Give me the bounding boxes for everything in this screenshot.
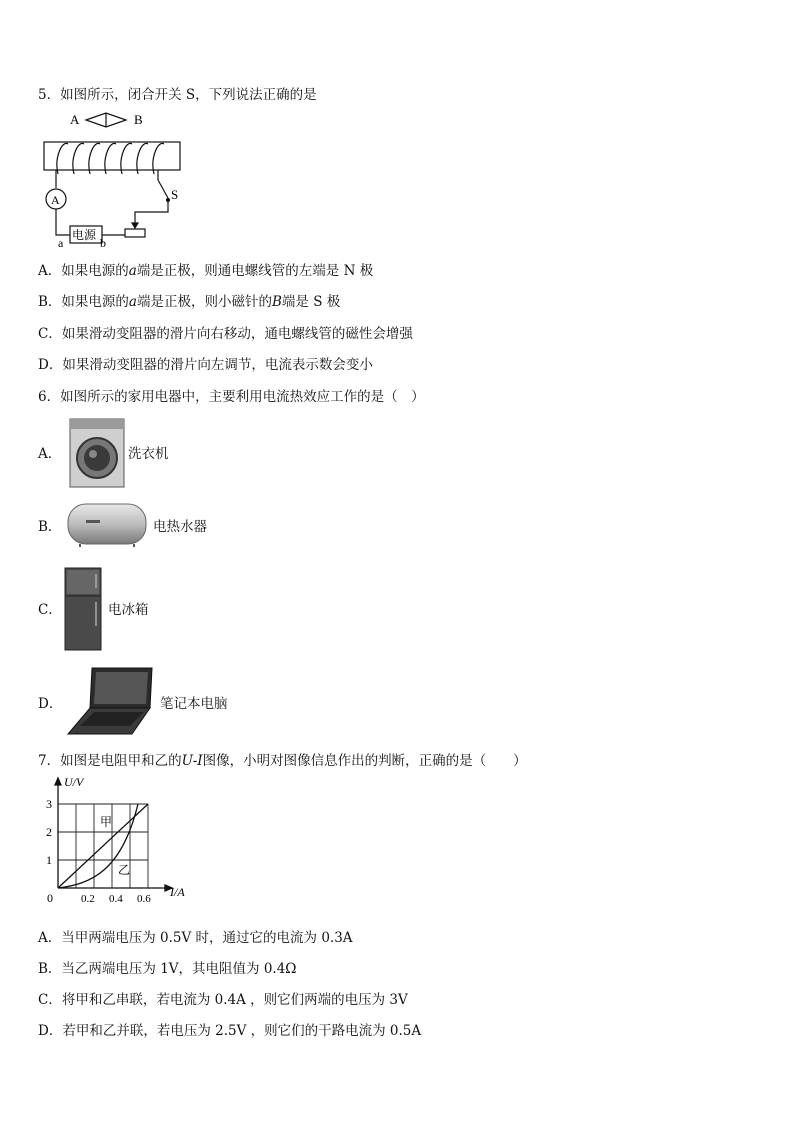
laptop-image <box>66 666 156 736</box>
power-label: 电源 <box>72 228 97 242</box>
solenoid <box>44 142 180 170</box>
q7-option-c: C．将甲和乙串联，若电流为 0.4A ，则它们两端的电压为 3V <box>38 992 408 1008</box>
q6-option-b-label: 电热水器 <box>153 519 207 535</box>
label-b: b <box>100 236 106 250</box>
origin-label: 0 <box>47 891 53 905</box>
refrigerator-image <box>63 566 103 652</box>
x-axis-label: I/A <box>170 885 185 899</box>
q7-option-d: D．若甲和乙并联，若电压为 2.5V ，则它们的干路电流为 0.5A <box>38 1023 422 1039</box>
curve-jia-label: 甲 <box>100 815 113 829</box>
ammeter-label: A <box>51 193 60 207</box>
x-tick-0.6: 0.6 <box>137 893 151 905</box>
washing-machine-image <box>69 418 125 488</box>
q6-option-d-label: 笔记本电脑 <box>160 696 228 712</box>
q7-option-b: B．当乙两端电压为 1V，其电阻值为 0.4Ω <box>38 961 297 977</box>
label-B: B <box>134 112 143 127</box>
q5-option-a: A．如果电源的a端是正极，则通电螺线管的左端是 N 极 <box>38 263 374 279</box>
q6-option-a-label: 洗衣机 <box>128 446 169 462</box>
y-tick-1: 1 <box>46 853 52 867</box>
q6-option-d-letter: D． <box>38 696 63 712</box>
q7-option-a: A．当甲两端电压为 0.5V 时，通过它的电流为 0.3A <box>38 930 353 946</box>
x-tick-0.2: 0.2 <box>81 893 95 905</box>
rheostat <box>125 229 145 237</box>
label-S: S <box>171 187 179 202</box>
q7-stem: 7．如图是电阻甲和乙的U-I图像，小明对图像信息作出的判断，正确的是（ ） <box>38 753 527 769</box>
q5-option-b: B．如果电源的a端是正极，则小磁针的B端是 S 极 <box>38 294 341 310</box>
q7-ui-graph <box>42 772 202 906</box>
q5-stem: 5．如图所示，闭合开关 S，下列说法正确的是 <box>38 87 317 103</box>
q6-stem: 6．如图所示的家用电器中，主要利用电流热效应工作的是（ ） <box>38 389 425 405</box>
q5-option-c: C．如果滑动变阻器的滑片向右移动，通电螺线管的磁性会增强 <box>38 326 413 342</box>
label-A: A <box>70 112 80 127</box>
q6-option-c-letter: C． <box>38 602 62 618</box>
switch-blade <box>158 180 168 198</box>
water-heater-image <box>66 502 148 548</box>
q5-option-d: D．如果滑动变阻器的滑片向左调节，电流表示数会变小 <box>38 357 373 373</box>
q6-option-c-label: 电冰箱 <box>108 602 149 618</box>
y-tick-3: 3 <box>46 797 52 811</box>
y-tick-2: 2 <box>46 825 52 839</box>
curve-yi-label: 乙 <box>118 863 131 877</box>
q6-option-a-letter: A． <box>38 446 62 462</box>
q5-circuit-figure <box>40 110 190 250</box>
y-axis-label: U/V <box>64 775 84 789</box>
x-tick-0.4: 0.4 <box>109 893 123 905</box>
q6-option-b-letter: B． <box>38 519 62 535</box>
label-a: a <box>58 236 64 250</box>
